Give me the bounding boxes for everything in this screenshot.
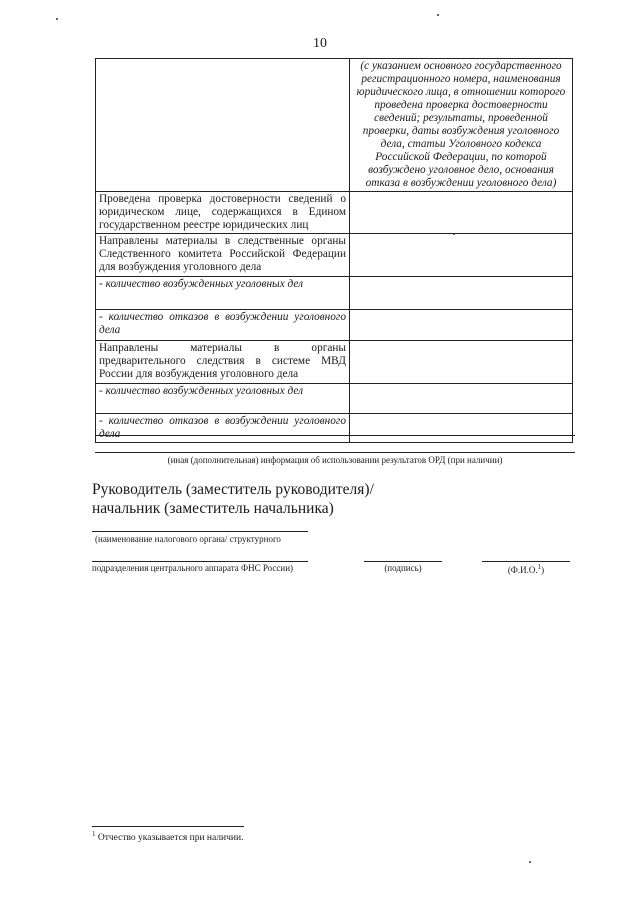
table-row (96, 192, 573, 234)
row-value-cell[interactable] (350, 277, 573, 310)
table-header-note: (с указанием основного государственного регистрационного номера, наименования юридического лица, в отношении которого проведена проверка достоверности сведений; результаты, проведенной проверки, даты возбуждения уголовного дела, статьи Уголовного кодекса Российской Федерации, по которой возбуждено уголовное дело, основания отказа в возбуждении уголовного дела) (350, 59, 573, 192)
table-header-empty-cell (96, 59, 350, 192)
row-label: Направлены материалы в следственные органы Следственного комитета Российской Федерации для возбуждения уголовного дела (96, 234, 350, 277)
full-name-line[interactable] (482, 561, 570, 562)
scan-speck (437, 14, 439, 16)
org-name-line[interactable] (92, 531, 308, 532)
footnote-text: Отчество указывается при наличии. (97, 833, 244, 844)
full-name-caption (482, 563, 570, 575)
signature-line[interactable] (364, 561, 442, 562)
row-value-cell[interactable] (350, 341, 573, 384)
other-info-caption: (иная (дополнительная) информация об использовании результатов ОРД (при наличии) (167, 455, 503, 465)
table-row (96, 384, 573, 414)
footnote-separator (92, 826, 244, 827)
scan-speck (453, 233, 455, 235)
page-number: 10 (313, 36, 327, 51)
org-caption-line2: подразделения центрального аппарата ФНС России) (92, 563, 294, 573)
row-label: Направлены материалы в органы предварительного следствия в системе МВД России для возбуждения уголовного дела (96, 341, 350, 384)
row-label: - количество возбужденных уголовных дел (96, 384, 350, 414)
report-table (95, 58, 573, 443)
scan-speck (56, 18, 58, 20)
org-name-line[interactable] (92, 561, 308, 562)
table-header-row (96, 59, 573, 192)
row-value-cell[interactable] (350, 234, 573, 277)
row-label: - количество отказов в возбуждении уголовного дела (96, 414, 350, 443)
full-name-caption-text: (Ф.И.О. (507, 565, 538, 575)
row-label: - количество отказов в возбуждении уголовного дела (96, 310, 350, 341)
signature-heading-line1: Руководитель (заместитель руководителя)/ (92, 481, 374, 498)
footnote-reference: 1 (537, 563, 542, 571)
table-row (96, 277, 573, 310)
row-value-cell[interactable] (350, 310, 573, 341)
table-row (96, 341, 573, 384)
row-label: Проведена проверка достоверности сведений о юридическом лице, содержащихся в Едином государственном реестре юридических лиц (96, 192, 350, 234)
signature-heading-line2: начальник (заместитель начальника) (92, 500, 334, 517)
other-info-line[interactable] (95, 452, 575, 453)
table-row (96, 310, 573, 341)
table-row (96, 414, 573, 443)
scan-speck (529, 861, 531, 863)
full-name-caption-close: ) (541, 565, 545, 575)
other-info-line[interactable] (95, 435, 575, 436)
row-value-cell[interactable] (350, 414, 573, 443)
row-value-cell[interactable] (350, 384, 573, 414)
table-row (96, 234, 573, 277)
org-caption-line1: (наименование налогового органа/ структурного (95, 534, 281, 544)
row-label: - количество возбужденных уголовных дел (96, 277, 350, 310)
signature-caption: (подпись) (384, 563, 422, 573)
row-value-cell[interactable] (350, 192, 573, 234)
footnote (92, 830, 243, 843)
footnote-mark: 1 (92, 830, 96, 838)
